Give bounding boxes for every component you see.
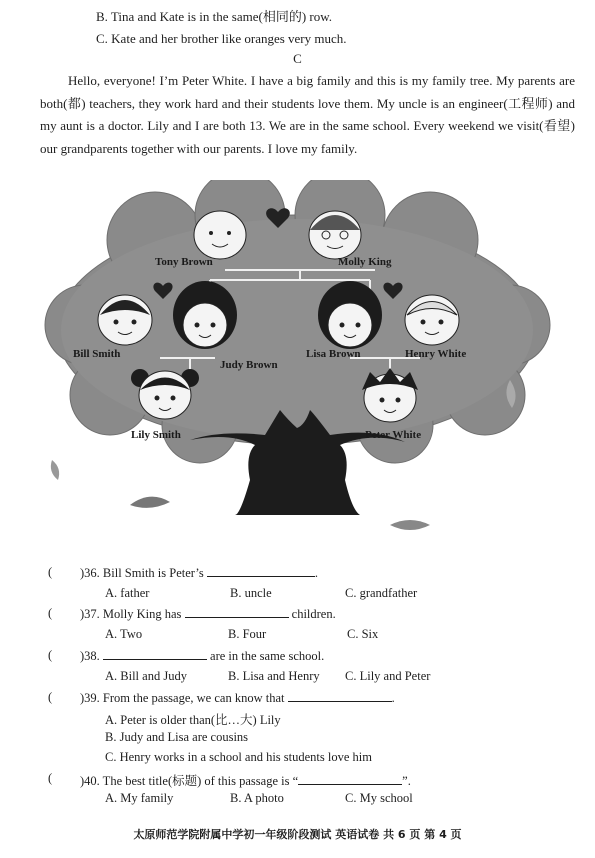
face-henry-icon bbox=[405, 295, 459, 345]
option-a: A. father bbox=[105, 586, 150, 600]
name-henry: Henry White bbox=[405, 348, 467, 360]
question-text: )40. The best title(标题) of this passage is “ bbox=[80, 774, 299, 788]
question-text-end: children. bbox=[291, 607, 336, 621]
option-b: B. A photo bbox=[230, 791, 284, 805]
name-bill: Bill Smith bbox=[73, 348, 121, 360]
option-b: B. Four bbox=[228, 627, 267, 641]
question-text-end: ”. bbox=[402, 774, 411, 788]
reading-passage bbox=[40, 70, 575, 160]
name-lily: Lily Smith bbox=[131, 429, 181, 441]
section-label: C bbox=[293, 51, 302, 66]
answer-blank[interactable] bbox=[103, 648, 207, 660]
question-39 bbox=[80, 690, 395, 706]
option-b: B. Judy and Lisa are cousins bbox=[105, 730, 249, 744]
face-bill-icon bbox=[98, 295, 152, 345]
option-a: A. Two bbox=[105, 627, 143, 641]
option-a: A. My family bbox=[105, 791, 174, 805]
question-38 bbox=[80, 648, 324, 664]
family-tree-illustration bbox=[40, 180, 555, 550]
answer-paren[interactable]: ( bbox=[48, 565, 53, 579]
leaf-icon bbox=[130, 497, 170, 508]
question-text: )36. Bill Smith is Peter’s bbox=[80, 566, 204, 580]
face-molly-icon bbox=[309, 211, 361, 259]
answer-blank[interactable] bbox=[207, 565, 315, 577]
prev-option-c: C. Kate and her brother like oranges very much. bbox=[96, 31, 347, 46]
name-judy: Judy Brown bbox=[220, 359, 278, 371]
page-footer: 太原师范学院附属中学初一年级阶段测试 英语试卷 共 6 页 第 4 页 bbox=[133, 828, 462, 841]
option-c: C. My school bbox=[345, 791, 413, 805]
answer-paren[interactable]: ( bbox=[48, 771, 53, 785]
question-37 bbox=[80, 606, 336, 622]
name-lisa: Lisa Brown bbox=[306, 348, 361, 360]
answer-paren[interactable]: ( bbox=[48, 690, 53, 704]
option-a: A. Bill and Judy bbox=[105, 669, 187, 683]
answer-paren[interactable]: ( bbox=[48, 606, 53, 620]
question-text-end: . bbox=[314, 566, 318, 580]
option-b: B. Lisa and Henry bbox=[228, 669, 320, 683]
option-a: A. Peter is older than(比…大) Lily bbox=[105, 713, 281, 727]
question-text: )37. Molly King has bbox=[80, 607, 182, 621]
face-judy-icon bbox=[173, 281, 237, 349]
option-b: B. uncle bbox=[230, 586, 272, 600]
question-text-end: are in the same school. bbox=[210, 649, 325, 663]
passage-text: Hello, everyone! I’m Peter White. I have a big family and this is my family tree. My parents are both(都) teachers, they work hard and their students love them. My uncle is an engineer(工程师) and my aunt is a doctor. Lily and I are both 13. We are in the same school. Every weekend we visit(看望) our grandparents together with our parents. I love my family. bbox=[40, 73, 575, 156]
face-peter-icon bbox=[362, 368, 418, 422]
name-peter: Peter White bbox=[365, 429, 422, 441]
question-text: )39. From the passage, we can know that bbox=[80, 691, 285, 705]
question-36 bbox=[80, 565, 318, 581]
question-text-end: . bbox=[391, 691, 395, 705]
name-tony: Tony Brown bbox=[155, 256, 213, 268]
name-molly: Molly King bbox=[338, 256, 392, 268]
option-c: C. grandfather bbox=[345, 586, 418, 600]
question-40 bbox=[80, 771, 411, 789]
option-c: C. Lily and Peter bbox=[345, 669, 431, 683]
answer-blank[interactable] bbox=[288, 690, 392, 702]
option-c: C. Henry works in a school and his students love him bbox=[105, 750, 372, 764]
answer-blank[interactable] bbox=[185, 606, 289, 618]
leaf-icon bbox=[390, 520, 430, 530]
answer-blank[interactable] bbox=[298, 773, 402, 785]
option-c: C. Six bbox=[347, 627, 379, 641]
answer-paren[interactable]: ( bbox=[48, 648, 53, 662]
leaf-icon bbox=[51, 460, 59, 480]
prev-option-b: B. Tina and Kate is in the same(相同的) row. bbox=[96, 9, 333, 24]
face-lisa-icon bbox=[318, 281, 382, 349]
face-tony-icon bbox=[194, 211, 246, 259]
question-text: )38. bbox=[80, 649, 100, 663]
